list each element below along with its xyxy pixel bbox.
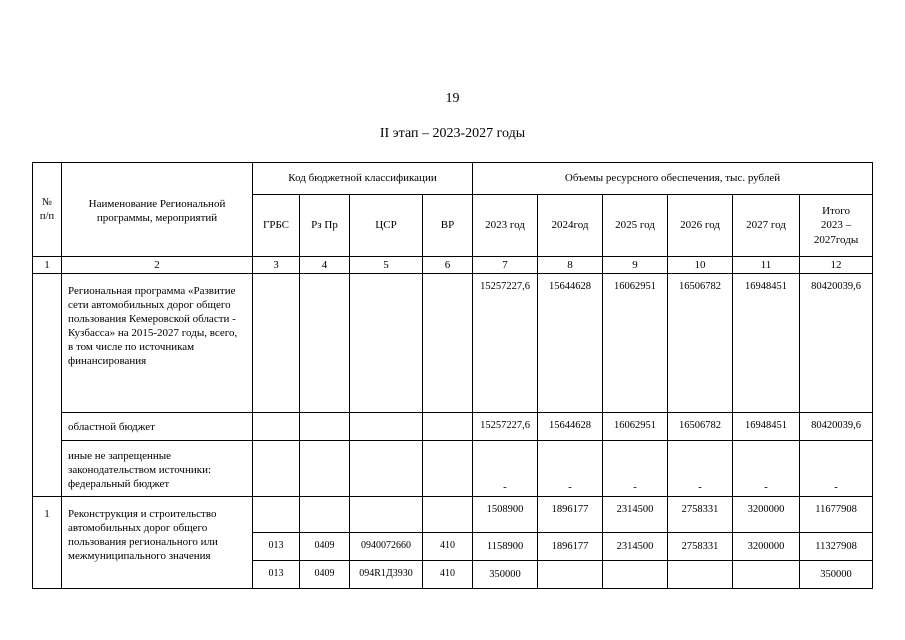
- column-index: 3: [253, 257, 300, 274]
- regional-budget-2025: 16062951: [603, 413, 668, 441]
- measure1-code1-2026: 2758331: [668, 533, 733, 561]
- empty-cell: [423, 441, 473, 497]
- regional-budget-2023: 15257227,6: [473, 413, 538, 441]
- other-sources-2025: -: [603, 441, 668, 497]
- header-2027: 2027 год: [733, 195, 800, 257]
- column-index: 4: [300, 257, 350, 274]
- empty-cell: [300, 274, 350, 413]
- measure1-csr: 094R1Д3930: [350, 561, 423, 589]
- header-csr: ЦСР: [350, 195, 423, 257]
- measure1-vr: 410: [423, 561, 473, 589]
- measure1-code1-2027: 3200000: [733, 533, 800, 561]
- measure1-csr: 0940072660: [350, 533, 423, 561]
- program-value-2025: 16062951: [603, 274, 668, 413]
- program-value-2026: 16506782: [668, 274, 733, 413]
- header-grbs: ГРБС: [253, 195, 300, 257]
- header-2026: 2026 год: [668, 195, 733, 257]
- column-index: 12: [800, 257, 873, 274]
- measure1-code1-2023: 1158900: [473, 533, 538, 561]
- measure1-rzpr: 0409: [300, 533, 350, 561]
- regional-budget-total: 80420039,6: [800, 413, 873, 441]
- empty-cell: [253, 413, 300, 441]
- other-sources-row: [33, 441, 873, 497]
- measure1-code1-total: 11327908: [800, 533, 873, 561]
- other-sources-2027: -: [733, 441, 800, 497]
- measure1-total-2023: 1508900: [473, 497, 538, 533]
- column-index-row: [33, 257, 873, 274]
- empty-cell: [253, 274, 300, 413]
- other-sources-2024: -: [538, 441, 603, 497]
- measure1-code2-total: 350000: [800, 561, 873, 589]
- regional-budget-2024: 15644628: [538, 413, 603, 441]
- measure1-total-total: 11677908: [800, 497, 873, 533]
- measure1-name: Реконструкция и строительство автомобильных дорог общего пользования регионального или межмуниципального значения: [62, 497, 253, 589]
- measure1-code2-2026: [668, 561, 733, 589]
- column-index: 7: [473, 257, 538, 274]
- page-number: 19: [445, 91, 460, 106]
- column-index: 9: [603, 257, 668, 274]
- header-code-group: Код бюджетной классификации: [253, 163, 473, 195]
- resource-table: [32, 162, 873, 589]
- column-index: 10: [668, 257, 733, 274]
- empty-cell: [350, 413, 423, 441]
- empty-cell: [423, 274, 473, 413]
- measure1-code2-2023: 350000: [473, 561, 538, 589]
- regional-budget-name: областной бюджет: [62, 413, 253, 441]
- other-sources-total: -: [800, 441, 873, 497]
- measure1-grbs: 013: [253, 533, 300, 561]
- header-row-1: [33, 163, 873, 195]
- regional-budget-2027: 16948451: [733, 413, 800, 441]
- header-name: Наименование Региональной программы, мероприятий: [62, 163, 253, 257]
- stage-title: II этап – 2023-2027 годы: [379, 126, 526, 141]
- other-sources-2023: -: [473, 441, 538, 497]
- measure1-total-2026: 2758331: [668, 497, 733, 533]
- measure1-code2-2025: [603, 561, 668, 589]
- measure1-code2-2024: [538, 561, 603, 589]
- measure1-code1-2024: 1896177: [538, 533, 603, 561]
- empty-cell: [300, 413, 350, 441]
- column-index: 11: [733, 257, 800, 274]
- measure1-vr: 410: [423, 533, 473, 561]
- program-num-cell: [33, 274, 62, 497]
- column-index: 6: [423, 257, 473, 274]
- measure1-csr: [350, 497, 423, 533]
- header-num: № п/п: [33, 163, 62, 257]
- header-rzpr: Рз Пр: [300, 195, 350, 257]
- empty-cell: [300, 441, 350, 497]
- measure1-code1-2025: 2314500: [603, 533, 668, 561]
- program-row: [33, 274, 873, 413]
- empty-cell: [253, 441, 300, 497]
- measure1-code2-2027: [733, 561, 800, 589]
- empty-cell: [350, 274, 423, 413]
- regional-budget-row: [33, 413, 873, 441]
- program-value-total: 80420039,6: [800, 274, 873, 413]
- measure1-rzpr: [300, 497, 350, 533]
- program-name: Региональная программа «Развитие сети автомобильных дорог общего пользования Кемеровской области - Кузбасса» на 2015-2027 годы, всего, в том числе по источникам финансирования: [62, 274, 253, 413]
- header-2024: 2024год: [538, 195, 603, 257]
- regional-budget-2026: 16506782: [668, 413, 733, 441]
- column-index: 2: [62, 257, 253, 274]
- measure1-total-2024: 1896177: [538, 497, 603, 533]
- measure1-total-2025: 2314500: [603, 497, 668, 533]
- program-value-2027: 16948451: [733, 274, 800, 413]
- empty-cell: [423, 413, 473, 441]
- measure1-grbs: 013: [253, 561, 300, 589]
- measure1-num: 1: [33, 497, 62, 589]
- header-vr: ВР: [423, 195, 473, 257]
- measure1-vr: [423, 497, 473, 533]
- header-amount-group: Объемы ресурсного обеспечения, тыс. рублей: [473, 163, 873, 195]
- empty-cell: [350, 441, 423, 497]
- measure1-row-total: [33, 497, 873, 533]
- program-value-2023: 15257227,6: [473, 274, 538, 413]
- other-sources-name: иные не запрещенные законодательством источники: федеральный бюджет: [62, 441, 253, 497]
- measure1-rzpr: 0409: [300, 561, 350, 589]
- measure1-grbs: [253, 497, 300, 533]
- header-2025: 2025 год: [603, 195, 668, 257]
- header-total: Итого 2023 – 2027годы: [800, 195, 873, 257]
- measure1-total-2027: 3200000: [733, 497, 800, 533]
- column-index: 1: [33, 257, 62, 274]
- program-value-2024: 15644628: [538, 274, 603, 413]
- column-index: 8: [538, 257, 603, 274]
- header-2023: 2023 год: [473, 195, 538, 257]
- column-index: 5: [350, 257, 423, 274]
- other-sources-2026: -: [668, 441, 733, 497]
